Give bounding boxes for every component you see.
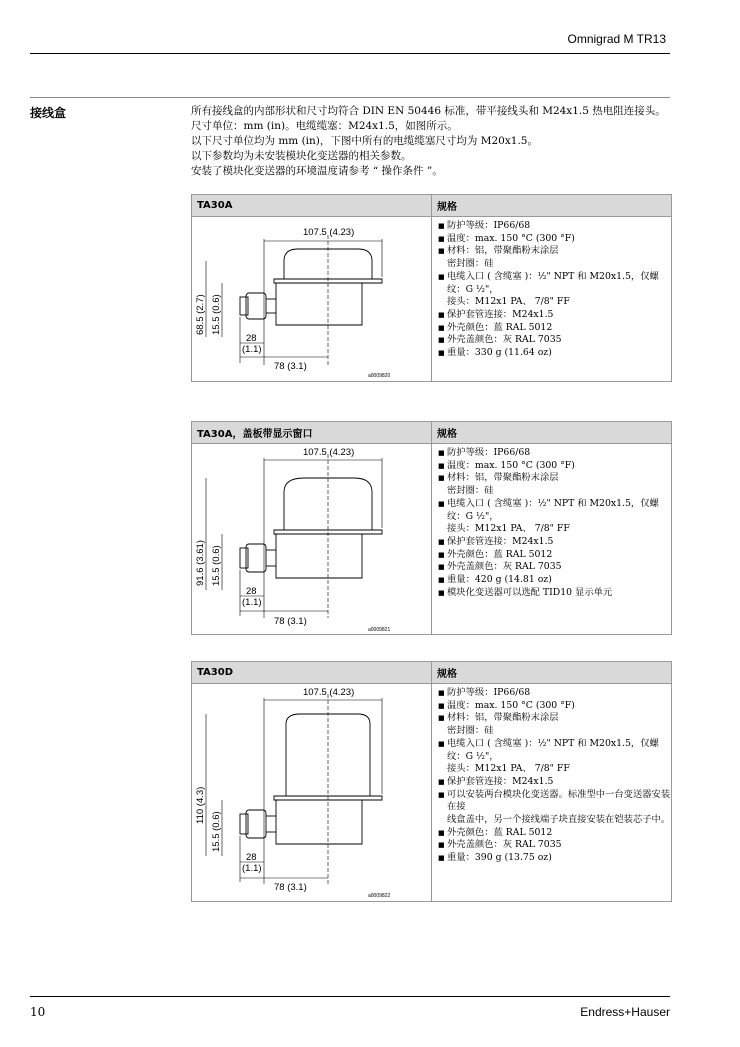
dim-depth: 78 (3.1) bbox=[274, 882, 307, 893]
spec-item: ■ 温度：max. 150 °C (300 °F) bbox=[438, 700, 671, 713]
spec-item: ■ 温度：max. 150 °C (300 °F) bbox=[438, 460, 671, 473]
dim-depth: 78 (3.1) bbox=[274, 616, 307, 627]
spec-list-cell bbox=[432, 444, 672, 635]
spec-item: ■ 重量：330 g (11.64 oz) bbox=[438, 347, 671, 360]
dimension-drawing bbox=[192, 444, 432, 635]
dim-height: 91.6 (3.61) bbox=[195, 540, 206, 586]
spec-table-ta30a-window bbox=[191, 421, 672, 635]
spec-item: ■ 外壳颜色：蓝 RAL 5012 bbox=[438, 827, 671, 840]
model-header: TA30D bbox=[192, 662, 432, 684]
spec-list bbox=[432, 684, 671, 865]
spec-item: ■ 可以安装两台模块化变送器。标准型中一台变送器安装在接 线盒盖中，另一个接线端子块直接安装在铠装芯子中。 bbox=[438, 789, 671, 827]
spec-header: 规格 bbox=[432, 662, 672, 684]
intro-line: 以下尺寸单位均为 mm (in)，下图中所有的电缆缆塞尺寸均为 M20x1.5。 bbox=[191, 135, 538, 147]
spec-item: ■ 电缆入口 ( 含缆塞 )：½" NPT 和 M20x1.5，仅螺纹：G ½"， 接头：M12x1 PA、 7/8" FF bbox=[438, 738, 671, 776]
brand-name: Endress+Hauser bbox=[580, 1005, 670, 1019]
figure-id: a0009822 bbox=[368, 893, 391, 899]
dim-width: 107.5 (4.23) bbox=[303, 227, 355, 238]
dim-base: 15.5 (0.6) bbox=[211, 811, 222, 852]
section-rule bbox=[30, 97, 670, 98]
spec-item: ■ 保护套管连接：M24x1.5 bbox=[438, 776, 671, 789]
dim-base: 15.5 (0.6) bbox=[211, 294, 222, 335]
dim-gland: 28 bbox=[246, 586, 257, 597]
spec-item: ■ 模块化变送器可以选配 TID10 显示单元 bbox=[438, 587, 671, 600]
intro-line: 尺寸单位：mm (in)。电缆缆塞：M24x1.5，如图所示。 bbox=[191, 120, 458, 132]
spec-item: ■ 重量：420 g (14.81 oz) bbox=[438, 574, 671, 587]
spec-header: 规格 bbox=[432, 195, 672, 217]
spec-list-cell bbox=[432, 217, 672, 382]
dim-width: 107.5 (4.23) bbox=[303, 447, 355, 458]
document-title: Omnigrad M TR13 bbox=[567, 32, 666, 46]
spec-item: ■ 防护等级：IP66/68 bbox=[438, 447, 671, 460]
model-header: TA30A bbox=[192, 195, 432, 217]
dim-depth: 78 (3.1) bbox=[274, 361, 307, 372]
spec-item: ■ 保护套管连接：M24x1.5 bbox=[438, 309, 671, 322]
dim-base: 15.5 (0.6) bbox=[211, 545, 222, 586]
dim-gland-inch: (1.1) bbox=[242, 344, 262, 355]
dim-height: 68.5 (2.7) bbox=[195, 294, 206, 335]
dim-gland: 28 bbox=[246, 852, 257, 863]
dimension-drawing bbox=[192, 217, 432, 382]
dim-height: 110 (4.3) bbox=[195, 786, 206, 824]
dim-gland-inch: (1.1) bbox=[242, 863, 262, 874]
spec-table-ta30d bbox=[191, 661, 672, 902]
spec-item: ■ 电缆入口 ( 含缆塞 )：½" NPT 和 M20x1.5，仅螺纹：G ½"， 接头：M12x1 PA、 7/8" FF bbox=[438, 271, 671, 309]
spec-item: ■ 外壳盖颜色：灰 RAL 7035 bbox=[438, 334, 671, 347]
intro-line: 所有接线盒的内部形状和尺寸均符合 DIN EN 50446 标准，带平接线头和 M24x1.5 热电阻连接头。 bbox=[191, 105, 666, 117]
dim-gland: 28 bbox=[246, 333, 257, 344]
page-number: 10 bbox=[30, 1005, 46, 1019]
dim-gland-inch: (1.1) bbox=[242, 597, 262, 608]
section-title: 接线盒 bbox=[30, 106, 67, 120]
housing-drawing-ta30d bbox=[192, 684, 395, 901]
spec-item: ■ 外壳颜色：蓝 RAL 5012 bbox=[438, 549, 671, 562]
spec-item: ■ 材料：铝，带聚酯粉末涂层 密封圈：硅 bbox=[438, 712, 671, 737]
intro-line: 安装了模块化变送器的环境温度请参考 “ 操作条件 ”。 bbox=[191, 165, 443, 177]
spec-item: ■ 材料：铝，带聚酯粉末涂层 密封圈：硅 bbox=[438, 472, 671, 497]
spec-item: ■ 外壳颜色：蓝 RAL 5012 bbox=[438, 322, 671, 335]
spec-item: ■ 外壳盖颜色：灰 RAL 7035 bbox=[438, 839, 671, 852]
spec-item: ■ 保护套管连接：M24x1.5 bbox=[438, 536, 671, 549]
spec-item: ■ 温度：max. 150 °C (300 °F) bbox=[438, 233, 671, 246]
spec-table-ta30a bbox=[191, 194, 672, 382]
spec-header: 规格 bbox=[432, 422, 672, 444]
figure-id: a0009821 bbox=[368, 627, 391, 633]
figure-id: a0009820 bbox=[368, 373, 391, 379]
spec-list bbox=[432, 217, 671, 360]
spec-item: ■ 防护等级：IP66/68 bbox=[438, 220, 671, 233]
intro-line: 以下参数均为未安装模块化变送器的相关参数。 bbox=[191, 150, 412, 162]
spec-item: ■ 外壳盖颜色：灰 RAL 7035 bbox=[438, 561, 671, 574]
spec-list-cell bbox=[432, 684, 672, 902]
footer-rule bbox=[30, 996, 670, 997]
housing-drawing-ta30a-window bbox=[192, 444, 395, 634]
spec-item: ■ 重量：390 g (13.75 oz) bbox=[438, 852, 671, 865]
spec-list bbox=[432, 444, 671, 599]
dim-width: 107.5 (4.23) bbox=[303, 687, 355, 698]
section-intro bbox=[191, 104, 671, 179]
spec-item: ■ 防护等级：IP66/68 bbox=[438, 687, 671, 700]
header-rule bbox=[30, 53, 670, 54]
dimension-drawing bbox=[192, 684, 432, 902]
model-header: TA30A，盖板带显示窗口 bbox=[192, 422, 432, 444]
spec-item: ■ 电缆入口 ( 含缆塞 )：½" NPT 和 M20x1.5，仅螺纹：G ½"， 接头：M12x1 PA、 7/8" FF bbox=[438, 498, 671, 536]
housing-drawing-ta30a bbox=[192, 217, 395, 381]
spec-item: ■ 材料：铝，带聚酯粉末涂层 密封圈：硅 bbox=[438, 245, 671, 270]
